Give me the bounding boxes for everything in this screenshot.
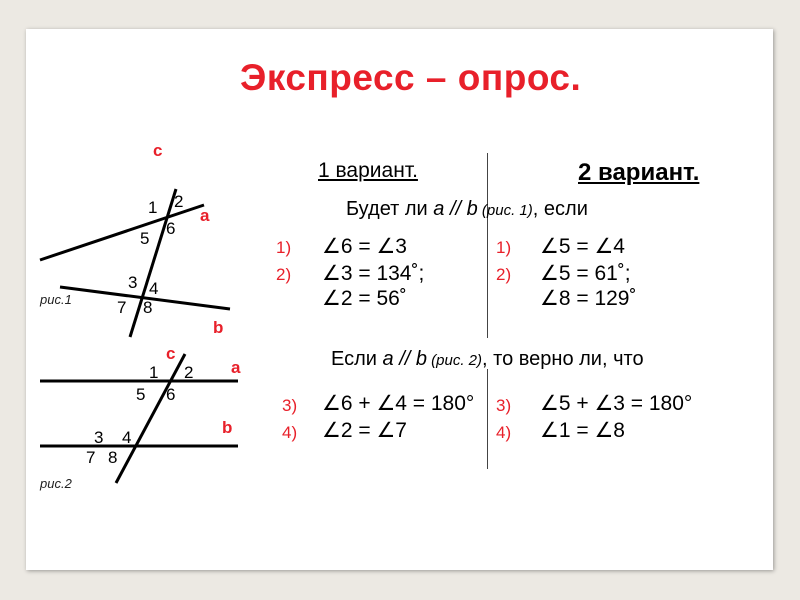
label-a: a (200, 206, 210, 225)
angle-8: 8 (143, 298, 153, 317)
label-b: b (222, 418, 233, 437)
question-1: Будет ли a // b (рис. 1), если (346, 198, 588, 220)
item-text: ∠5 = 61˚; (540, 262, 631, 285)
item-number: 4) (496, 423, 512, 442)
label-a: a (231, 358, 241, 377)
item-text: ∠5 + ∠3 = 180° (540, 392, 693, 415)
item-number: 1) (496, 238, 512, 257)
label-c: c (166, 344, 176, 363)
item-number: 4) (282, 423, 298, 442)
angle-6: 6 (166, 219, 176, 238)
slide-title: Экспресс – опрос. (240, 57, 582, 98)
item-text: ∠8 = 129˚ (540, 287, 637, 310)
angle-6: 6 (166, 385, 176, 404)
item-number: 3) (282, 396, 298, 415)
angle-2: 2 (174, 192, 184, 211)
angle-7: 7 (117, 298, 127, 317)
fig1-caption: рис.1 (40, 292, 72, 307)
angle-1: 1 (149, 363, 159, 382)
label-c: c (153, 141, 163, 160)
angle-7: 7 (86, 448, 96, 467)
label-b: b (213, 318, 224, 337)
angle-3: 3 (94, 428, 104, 447)
item-text: ∠2 = 56˚ (322, 287, 407, 310)
angle-5: 5 (140, 229, 150, 248)
item-text: ∠3 = 134˚; (322, 262, 425, 285)
angle-5: 5 (136, 385, 146, 404)
angle-8: 8 (108, 448, 118, 467)
angle-3: 3 (128, 273, 138, 292)
angle-2: 2 (184, 363, 194, 382)
item-text: ∠6 = ∠3 (322, 235, 407, 258)
column-divider (487, 153, 488, 338)
angle-4: 4 (149, 279, 159, 298)
column-divider-lower (487, 369, 488, 469)
angle-4: 4 (122, 428, 132, 447)
variant-1-heading: 1 вариант. (318, 159, 418, 182)
question-2: Если a // b (рис. 2), то верно ли, что (331, 348, 644, 370)
item-number: 2) (496, 265, 512, 284)
figure-2 (36, 341, 266, 491)
figure-1 (36, 141, 266, 341)
slide (26, 29, 773, 570)
variant-2-heading: 2 вариант. (578, 159, 700, 186)
item-number: 2) (276, 265, 292, 284)
fig2-caption: рис.2 (40, 476, 72, 491)
item-text: ∠2 = ∠7 (322, 419, 407, 442)
item-text: ∠5 = ∠4 (540, 235, 625, 258)
item-text: ∠1 = ∠8 (540, 419, 625, 442)
angle-1: 1 (148, 198, 158, 217)
item-text: ∠6 + ∠4 = 180° (322, 392, 475, 415)
line-a (40, 205, 204, 260)
item-number: 1) (276, 238, 292, 257)
item-number: 3) (496, 396, 512, 415)
